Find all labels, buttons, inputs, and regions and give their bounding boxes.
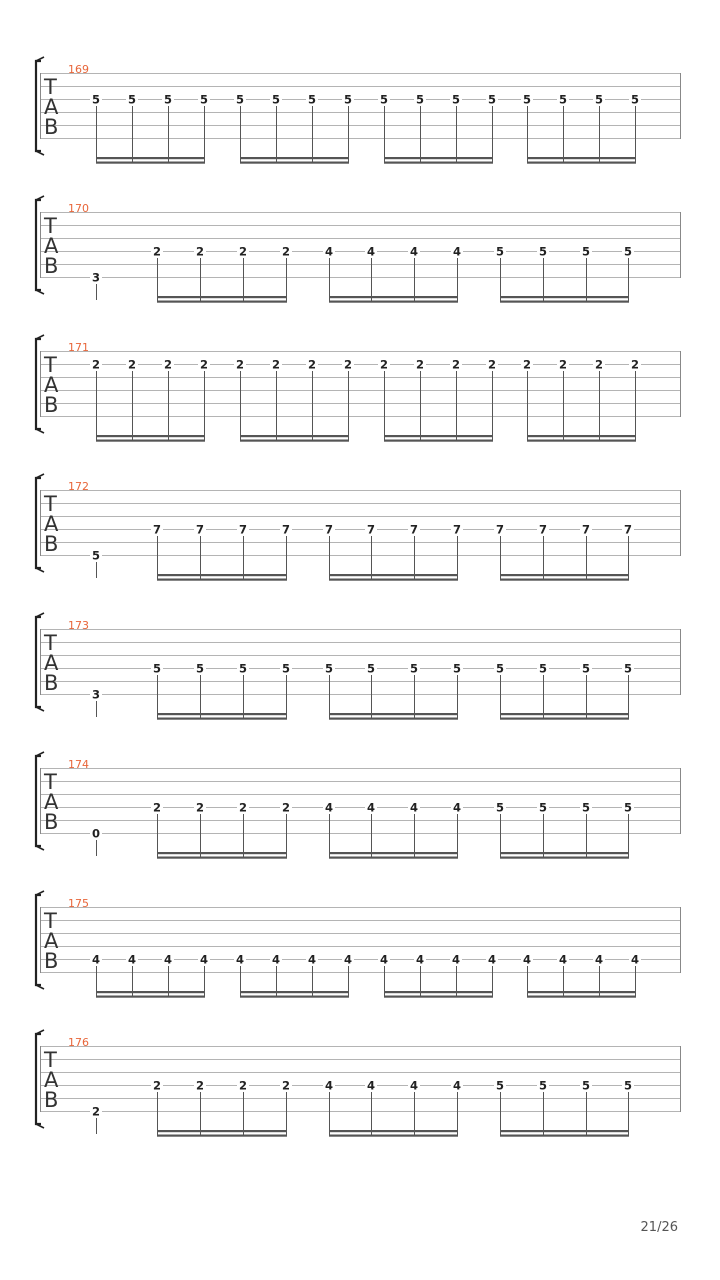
measure-number: 176 <box>68 1036 89 1049</box>
fret-number: 4 <box>163 952 173 967</box>
fret-number: 5 <box>91 548 101 563</box>
fret-number: 5 <box>538 800 548 815</box>
beam-secondary <box>240 162 349 164</box>
beam-primary <box>500 296 629 298</box>
tab-clef-letter: B <box>44 115 59 139</box>
tab-clef-letter: A <box>44 512 59 536</box>
fret-number: 5 <box>452 661 462 676</box>
fret-number: 2 <box>307 357 317 372</box>
tab-staff <box>0 1046 720 1156</box>
fret-number: 4 <box>366 1078 376 1093</box>
beam-secondary <box>500 301 629 303</box>
tab-measure <box>0 758 720 907</box>
fret-number: 4 <box>235 952 245 967</box>
beam-secondary <box>500 579 629 581</box>
fret-number: 5 <box>522 92 532 107</box>
fret-number: 2 <box>630 357 640 372</box>
fret-number: 5 <box>451 92 461 107</box>
fret-number: 5 <box>594 92 604 107</box>
fret-number: 7 <box>409 522 419 537</box>
fret-number: 5 <box>152 661 162 676</box>
measure-number: 169 <box>68 63 89 76</box>
tab-clef-letter: T <box>44 214 57 238</box>
page-number: 21/26 <box>640 1220 678 1235</box>
fret-number: 4 <box>451 952 461 967</box>
fret-number: 5 <box>538 244 548 259</box>
tab-measure <box>0 619 720 768</box>
tab-clef-letter: T <box>44 909 57 933</box>
measure-number: 171 <box>68 341 89 354</box>
beam-primary <box>240 435 349 437</box>
beam-primary <box>240 157 349 159</box>
fret-number: 4 <box>307 952 317 967</box>
fret-number: 5 <box>307 92 317 107</box>
beam-secondary <box>96 996 205 998</box>
fret-number: 2 <box>281 1078 291 1093</box>
fret-number: 4 <box>409 800 419 815</box>
tab-clef-letter: A <box>44 373 59 397</box>
fret-number: 5 <box>366 661 376 676</box>
fret-number: 5 <box>238 661 248 676</box>
fret-number: 5 <box>199 92 209 107</box>
tab-clef-letter: T <box>44 631 57 655</box>
beam-secondary <box>384 440 493 442</box>
measure-number: 172 <box>68 480 89 493</box>
tab-clef-letter: B <box>44 949 59 973</box>
fret-number: 5 <box>343 92 353 107</box>
fret-number: 5 <box>91 92 101 107</box>
fret-number: 4 <box>199 952 209 967</box>
tab-measure <box>0 341 720 490</box>
tab-clef-letter: T <box>44 353 57 377</box>
fret-number: 5 <box>623 800 633 815</box>
fret-number: 5 <box>415 92 425 107</box>
fret-number: 5 <box>495 244 505 259</box>
beam-secondary <box>384 996 493 998</box>
fret-number: 4 <box>324 244 334 259</box>
fret-number: 7 <box>281 522 291 537</box>
beam-primary <box>329 574 458 576</box>
fret-number: 4 <box>324 1078 334 1093</box>
beam-primary <box>157 713 287 715</box>
beam-primary <box>527 435 636 437</box>
measure-number: 170 <box>68 202 89 215</box>
beam-primary <box>527 157 636 159</box>
fret-number: 5 <box>195 661 205 676</box>
beam-primary <box>96 435 205 437</box>
tab-clef-letter: A <box>44 95 59 119</box>
beam-primary <box>329 296 458 298</box>
beam-secondary <box>500 857 629 859</box>
fret-number: 2 <box>195 244 205 259</box>
fret-number: 7 <box>238 522 248 537</box>
fret-number: 2 <box>163 357 173 372</box>
beam-secondary <box>240 996 349 998</box>
beam-secondary <box>384 162 493 164</box>
fret-number: 3 <box>91 687 101 702</box>
beam-secondary <box>500 718 629 720</box>
beam-secondary <box>527 440 636 442</box>
fret-number: 2 <box>415 357 425 372</box>
fret-number: 5 <box>623 244 633 259</box>
fret-number: 2 <box>152 244 162 259</box>
fret-number: 5 <box>558 92 568 107</box>
fret-number: 5 <box>495 800 505 815</box>
fret-number: 5 <box>538 1078 548 1093</box>
fret-number: 3 <box>91 270 101 285</box>
fret-number: 2 <box>199 357 209 372</box>
fret-number: 5 <box>281 661 291 676</box>
beam-secondary <box>329 1135 458 1137</box>
beam-primary <box>500 1130 629 1132</box>
beam-secondary <box>329 857 458 859</box>
fret-number: 5 <box>495 1078 505 1093</box>
fret-number: 7 <box>538 522 548 537</box>
beam-secondary <box>157 857 287 859</box>
fret-number: 5 <box>271 92 281 107</box>
tab-clef-letter: B <box>44 671 59 695</box>
fret-number: 4 <box>415 952 425 967</box>
fret-number: 4 <box>366 800 376 815</box>
tab-measure <box>0 63 720 212</box>
beam-primary <box>240 991 349 993</box>
beam-secondary <box>157 579 287 581</box>
fret-number: 2 <box>522 357 532 372</box>
beam-primary <box>157 574 287 576</box>
beam-primary <box>500 574 629 576</box>
beam-primary <box>157 296 287 298</box>
beam-primary <box>329 852 458 854</box>
fret-number: 4 <box>409 1078 419 1093</box>
fret-number: 5 <box>163 92 173 107</box>
fret-number: 5 <box>581 1078 591 1093</box>
tab-staff <box>0 212 720 322</box>
fret-number: 2 <box>343 357 353 372</box>
beam-secondary <box>329 718 458 720</box>
beam-secondary <box>240 440 349 442</box>
beam-secondary <box>500 1135 629 1137</box>
measure-number: 173 <box>68 619 89 632</box>
fret-number: 5 <box>379 92 389 107</box>
beam-secondary <box>527 996 636 998</box>
tab-clef-letter: A <box>44 1068 59 1092</box>
fret-number: 2 <box>238 800 248 815</box>
fret-number: 4 <box>409 244 419 259</box>
beam-secondary <box>329 579 458 581</box>
fret-number: 4 <box>594 952 604 967</box>
fret-number: 7 <box>452 522 462 537</box>
fret-number: 7 <box>581 522 591 537</box>
fret-number: 5 <box>623 661 633 676</box>
fret-number: 5 <box>235 92 245 107</box>
measure-number: 175 <box>68 897 89 910</box>
fret-number: 7 <box>152 522 162 537</box>
fret-number: 4 <box>558 952 568 967</box>
fret-number: 2 <box>487 357 497 372</box>
beam-secondary <box>96 162 205 164</box>
beam-primary <box>500 852 629 854</box>
beam-primary <box>157 1130 287 1132</box>
fret-number: 4 <box>452 1078 462 1093</box>
tab-clef-letter: T <box>44 492 57 516</box>
fret-number: 2 <box>594 357 604 372</box>
fret-number: 7 <box>366 522 376 537</box>
beam-secondary <box>157 1135 287 1137</box>
tab-measure <box>0 202 720 351</box>
fret-number: 2 <box>558 357 568 372</box>
fret-number: 4 <box>452 244 462 259</box>
fret-number: 7 <box>195 522 205 537</box>
fret-number: 0 <box>91 826 101 841</box>
tab-measure <box>0 1036 720 1185</box>
tab-clef-letter: A <box>44 929 59 953</box>
fret-number: 2 <box>271 357 281 372</box>
fret-number: 5 <box>581 800 591 815</box>
tab-staff <box>0 629 720 739</box>
fret-number: 5 <box>581 661 591 676</box>
fret-number: 5 <box>538 661 548 676</box>
fret-number: 2 <box>152 800 162 815</box>
fret-number: 5 <box>630 92 640 107</box>
tab-staff <box>0 907 720 1017</box>
beam-primary <box>96 991 205 993</box>
fret-number: 5 <box>487 92 497 107</box>
fret-number: 4 <box>452 800 462 815</box>
tab-clef-letter: A <box>44 234 59 258</box>
tab-clef-letter: B <box>44 1088 59 1112</box>
fret-number: 5 <box>324 661 334 676</box>
fret-number: 4 <box>343 952 353 967</box>
tab-staff <box>0 73 720 183</box>
tab-staff <box>0 490 720 600</box>
fret-number: 2 <box>235 357 245 372</box>
fret-number: 5 <box>623 1078 633 1093</box>
tab-staff <box>0 351 720 461</box>
fret-number: 2 <box>281 244 291 259</box>
fret-number: 2 <box>195 800 205 815</box>
fret-number: 4 <box>324 800 334 815</box>
measure-number: 174 <box>68 758 89 771</box>
tab-clef-letter: T <box>44 75 57 99</box>
tab-clef-letter: T <box>44 770 57 794</box>
fret-number: 5 <box>495 661 505 676</box>
fret-number: 2 <box>379 357 389 372</box>
fret-number: 4 <box>630 952 640 967</box>
beam-primary <box>329 1130 458 1132</box>
fret-number: 4 <box>271 952 281 967</box>
beam-primary <box>384 435 493 437</box>
tab-measure <box>0 897 720 1046</box>
fret-number: 2 <box>91 1104 101 1119</box>
fret-number: 4 <box>366 244 376 259</box>
tab-clef-letter: A <box>44 790 59 814</box>
fret-number: 4 <box>487 952 497 967</box>
fret-number: 4 <box>379 952 389 967</box>
fret-number: 7 <box>324 522 334 537</box>
tab-clef-letter: T <box>44 1048 57 1072</box>
beam-primary <box>384 991 493 993</box>
fret-number: 2 <box>451 357 461 372</box>
beam-primary <box>500 713 629 715</box>
fret-number: 2 <box>238 1078 248 1093</box>
fret-number: 5 <box>127 92 137 107</box>
fret-number: 4 <box>127 952 137 967</box>
beam-primary <box>157 852 287 854</box>
fret-number: 2 <box>238 244 248 259</box>
tab-clef-letter: B <box>44 532 59 556</box>
fret-number: 2 <box>195 1078 205 1093</box>
tab-clef-letter: B <box>44 393 59 417</box>
fret-number: 2 <box>91 357 101 372</box>
beam-primary <box>527 991 636 993</box>
tab-measure <box>0 480 720 629</box>
tab-clef-letter: A <box>44 651 59 675</box>
fret-number: 4 <box>91 952 101 967</box>
fret-number: 2 <box>152 1078 162 1093</box>
tab-staff <box>0 768 720 878</box>
beam-primary <box>384 157 493 159</box>
fret-number: 7 <box>623 522 633 537</box>
beam-primary <box>329 713 458 715</box>
beam-secondary <box>96 440 205 442</box>
beam-secondary <box>157 718 287 720</box>
beam-secondary <box>157 301 287 303</box>
fret-number: 5 <box>581 244 591 259</box>
fret-number: 5 <box>409 661 419 676</box>
tab-clef-letter: B <box>44 810 59 834</box>
beam-secondary <box>329 301 458 303</box>
fret-number: 7 <box>495 522 505 537</box>
fret-number: 4 <box>522 952 532 967</box>
tab-clef-letter: B <box>44 254 59 278</box>
beam-primary <box>96 157 205 159</box>
fret-number: 2 <box>281 800 291 815</box>
fret-number: 2 <box>127 357 137 372</box>
beam-secondary <box>527 162 636 164</box>
